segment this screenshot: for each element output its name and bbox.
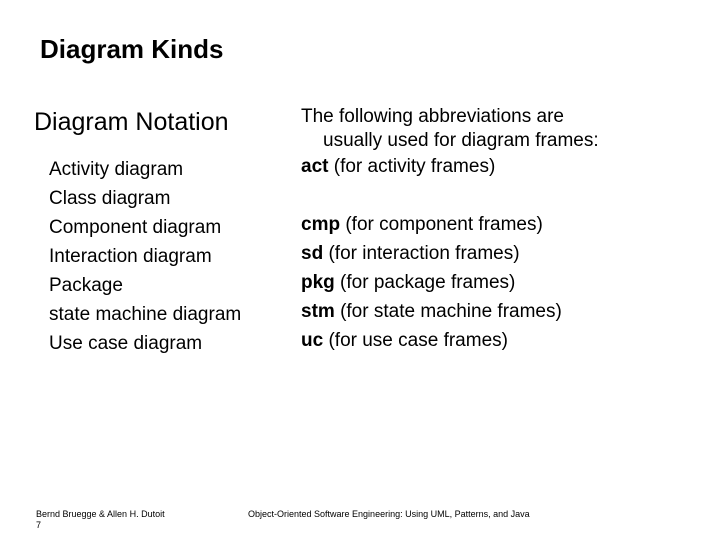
slide-title: Diagram Kinds [40, 34, 224, 64]
abbreviation-code: cmp [301, 214, 341, 235]
notation-item-component: Component diagram [49, 217, 222, 238]
abbreviation-code: stm [301, 301, 335, 322]
notation-item-use-case: Use case diagram [49, 333, 203, 354]
abbreviation-item-cmp [301, 210, 562, 239]
footer-book-title: Object-Oriented Software Engineering: Using UML, Patterns, and Java [248, 509, 530, 519]
abbreviation-code: uc [301, 330, 324, 351]
abbreviation-description: (for activity frames) [328, 156, 496, 177]
footer-authors: Bernd Bruegge & Allen H. Dutoit [36, 509, 165, 519]
abbreviations-list [301, 210, 562, 355]
abbreviations-block [301, 105, 701, 181]
abbreviation-code: pkg [301, 272, 335, 293]
abbreviation-code: sd [301, 243, 324, 264]
footer-authors-block [36, 509, 165, 531]
abbreviation-item-act [301, 153, 701, 181]
abbreviation-description: (for use case frames) [323, 330, 508, 351]
abbreviation-item-uc [301, 326, 562, 355]
diagram-notation-list [49, 155, 241, 358]
abbreviation-description: (for package frames) [334, 272, 516, 293]
abbreviation-description: (for state machine frames) [334, 301, 562, 322]
notation-item-activity: Activity diagram [49, 159, 184, 180]
diagram-notation-heading: Diagram Notation [34, 108, 229, 136]
notation-item-package: Package [49, 275, 123, 296]
abbreviations-intro-line1: The following abbreviations are [301, 106, 564, 127]
abbreviation-item-stm [301, 297, 562, 326]
abbreviation-code: act [301, 156, 329, 177]
footer-page-number: 7 [36, 520, 42, 530]
abbreviation-item-pkg [301, 268, 562, 297]
abbreviations-intro [301, 105, 701, 153]
abbreviation-description: (for component frames) [340, 214, 543, 235]
abbreviations-intro-line2: usually used for diagram frames: [323, 130, 599, 151]
abbreviation-item-sd [301, 239, 562, 268]
notation-item-state-machine: state machine diagram [49, 304, 242, 325]
abbreviation-description: (for interaction frames) [323, 243, 520, 264]
notation-item-interaction: Interaction diagram [49, 246, 212, 267]
notation-item-class: Class diagram [49, 188, 171, 209]
